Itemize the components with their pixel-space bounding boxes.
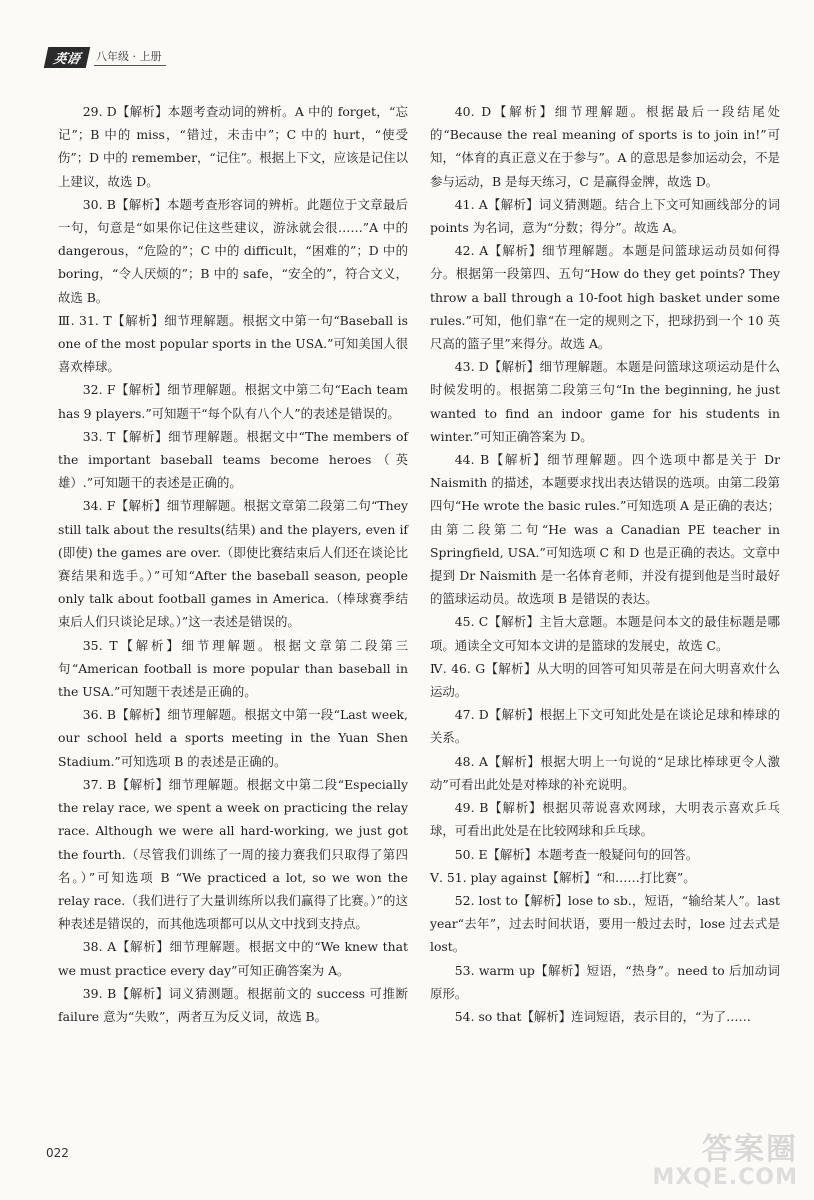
answer-paragraph: 43. D【解析】细节理解题。本题是问篮球这项运动是什么时候发明的。根据第二段第三句“In the beginning, he just wanted to find an indoor game for his students in winter.”可知正确答案为 D。 [430, 359, 780, 444]
watermark-title: 答案圈 [702, 1132, 798, 1167]
answer-paragraph: 45. C【解析】主旨大意题。本题是问本文的最佳标题是哪项。通读全文可知本文讲的是篮球的发展史，故选 C。 [430, 614, 780, 653]
answer-paragraph: 42. A【解析】细节理解题。本题是问篮球运动员如何得分。根据第一段第四、五句“How do they get points? They throw a ball through a 10-foot high basket under some rules.”可知，他们靠“在一定的规则之下，把球扔到一个 10 英尺高的篮子里”来得分。故选 A。 [430, 243, 780, 352]
answer-paragraph: 37. B【解析】细节理解题。根据文中第二段“Especially the relay race, we spent a week on practicing the relay race. Although we were all hard-working, we just got the fourth.（尽管我们训练了一周的接力赛我们只取得了第四名。）”可知选项 B “We practiced a lot, so we won the relay race.（我们进行了大量训练所以我们赢得了比赛。）”的这种表述是错误的，而其他选项都可以从文中找到支持点。 [58, 776, 408, 932]
subject-label: 英语 [44, 47, 90, 68]
watermark-url: MXQE.COM [652, 1165, 798, 1190]
answer-paragraph: 50. E【解析】本题考查一般疑问句的回答。 [454, 846, 699, 862]
page-header [46, 48, 166, 66]
page-number: 022 [46, 1146, 69, 1160]
grade-label: 八年级 · 上册 [94, 48, 166, 66]
answer-paragraph: 33. T【解析】细节理解题。根据文中“The members of the important baseball teams become heroes（英雄）.”可知题干的表述是正确的。 [58, 428, 408, 491]
answer-paragraph: 36. B【解析】细节理解题。根据文中第一段“Last week, our school held a sports meeting in the Yuan Shen Stadium.”可知选项 B 的表述是正确的。 [58, 707, 408, 769]
answer-paragraph: 53. warm up【解析】短语，“热身”。need to 后加动词原形。 [430, 962, 780, 1001]
answer-paragraph: 39. B【解析】词义猜测题。根据前文的 success 可推断 failure 意为“失败”，两者互为反义词，故选 B。 [58, 985, 408, 1024]
right-column [430, 100, 780, 1028]
left-column [58, 100, 408, 1028]
watermark-logo [652, 1134, 798, 1190]
answer-paragraph: 41. A【解析】词义猜测题。结合上下文可知画线部分的词 points 为名词，意为“分数；得分”。故选 A。 [430, 196, 780, 236]
answer-paragraph: 52. lost to【解析】lose to sb.，短语，“输给某人”。last year“去年”，过去时间状语，要用一般过去时，lose 过去式是 lost。 [430, 892, 780, 955]
answer-paragraph: 48. A【解析】根据大明上一句说的“足球比棒球更令人激动”可看出此处是对棒球的补充说明。 [430, 753, 780, 792]
answer-paragraph: 47. D【解析】根据上下文可知此处是在谈论足球和棒球的关系。 [430, 707, 780, 746]
answer-paragraph: Ⅴ. 51. play against【解析】“和……打比赛”。 [430, 869, 696, 885]
answer-paragraph: Ⅲ. 31. T【解析】细节理解题。根据文中第一句“Baseball is one of the most popular sports in the USA.”可知美国人很喜欢棒球。 [58, 312, 408, 375]
answer-paragraph: 54. so that【解析】连词短语，表示目的，“为了…… [454, 1008, 751, 1024]
answer-paragraph: 49. B【解析】根据贝蒂说喜欢网球，大明表示喜欢乒乓球，可看出此处是在比较网球和乒乓球。 [430, 800, 780, 839]
answer-paragraph: Ⅳ. 46. G【解析】从大明的回答可知贝蒂是在问大明喜欢什么运动。 [430, 660, 780, 700]
answer-paragraph: 29. D【解析】本题考查动词的辨析。A 中的 forget，“忘记”；B 中的 miss，“错过，未击中”；C 中的 hurt，“使受伤”；D 中的 remember，“记住”。根据上下文，应该是记住以上建议，故选 D。 [58, 104, 408, 189]
answer-paragraph: 35. T【解析】细节理解题。根据文章第二段第三句“American football is more popular than baseball in the USA.”可知题干表述是正确的。 [58, 637, 408, 700]
answer-paragraph: 34. F【解析】细节理解题。根据文章第二段第二句“They still talk about the results(结果) and the players, even if (即使) the games are over.（即使比赛结束后人们还在谈论比赛结果和选手。）”可知“After the baseball season, people only talk about football games in America.（棒球赛季结束后人们只谈论足球。）”这一表述是错误的。 [58, 498, 408, 630]
answer-paragraph: 32. F【解析】细节理解题。根据文中第二句“Each team has 9 players.”可知题干“每个队有八个人”的表述是错误的。 [58, 382, 408, 421]
answer-paragraph: 38. A【解析】细节理解题。根据文中的“We knew that we must practice every day”可知正确答案为 A。 [58, 939, 408, 978]
answer-paragraph: 40. D【解析】细节理解题。根据最后一段结尾处的“Because the real meaning of sports is to join in!”可知，“体育的真正意义在于参与”。A 的意思是参加运动会，不是参与运动，B 是每天练习，C 是赢得金牌，故选 D。 [430, 104, 780, 189]
answer-paragraph: 44. B【解析】细节理解题。四个选项中都是关于 Dr Naismith 的描述，本题要求找出表达错误的选项。由第二段第四句“He wrote the basic rules.”可知选项 A 是正确的表达；由第二段第二句“He was a Canadian PE teacher in Springfield, USA.”可知选项 C 和 D 也是正确的表达。文章中提到 Dr Naismith 是一名体育老师，并没有提到他是当时最好的篮球运动员。故选项 B 是错误的表达。 [430, 452, 780, 607]
answer-paragraph: 30. B【解析】本题考查形容词的辨析。此题位于文章最后一句，句意是“如果你记住这些建议，游泳就会很……”A 中的 dangerous，“危险的”；C 中的 difficult，“困难的”；D 中的 boring，“令人厌烦的”；B 中的 safe，“安全的”，符合文义，故选 B。 [58, 196, 408, 305]
